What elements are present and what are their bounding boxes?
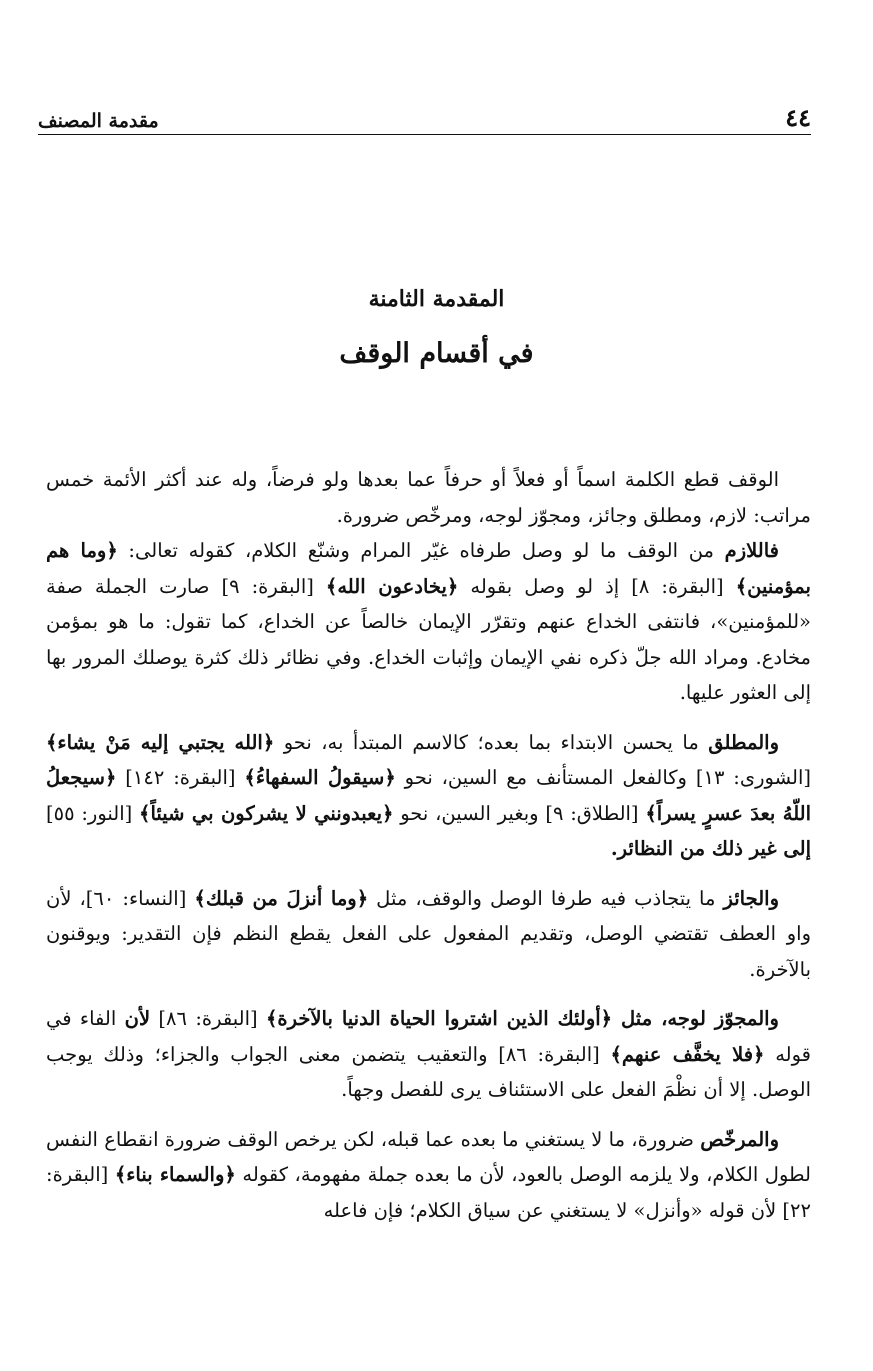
paragraph-murakhkhas bbox=[46, 1122, 811, 1229]
text-run: من الوقف ما لو وصل طرفاه غيّر المرام وشنّع الكلام، كقوله تعالى: bbox=[117, 539, 725, 562]
bold-text-run: ﴿فلا يخفَّف عنهم﴾ bbox=[610, 1042, 765, 1066]
bold-text-run: والمرخّص bbox=[700, 1127, 779, 1151]
bold-text-run: ﴿وما أنزلَ من قبلك﴾ bbox=[194, 886, 369, 910]
bold-text-run: إلى غير ذلك من النظائر. bbox=[610, 837, 811, 860]
bold-text-run: ﴿الله يجتبي إليه مَنْ يشاء﴾ bbox=[46, 730, 275, 754]
text-run: الفاء في قوله bbox=[46, 1007, 811, 1066]
text-run: [البقرة: ٩] صارت الجملة صفة «للمؤمنين»، فانتفى الخداع عنهم وتقرّر الإيمان خالصاً عن الخداع، كما تقول: ما هو بمؤمن مخادع. ومراد الله جلّ ذكره نفي الإيمان وإثبات الخداع. وفي نظائر ذلك كثرة يوصلك المرور بها إلى العثور عليها. bbox=[46, 574, 811, 704]
paragraph-jaiz bbox=[46, 881, 811, 988]
bold-text-run: ﴿والسماء بناء﴾ bbox=[114, 1163, 236, 1186]
bold-text-run: ﴿وما هم بمؤمنين﴾ bbox=[46, 539, 811, 598]
body-text bbox=[46, 462, 811, 1228]
text-run: [البقرة: ٨٦] bbox=[150, 1007, 266, 1030]
text-run: [البقرة: ١٤٢] bbox=[116, 766, 245, 789]
paragraph-lazim bbox=[46, 533, 811, 711]
bold-text-run: ﴿يعبدونني لا يشركون بي شيئاً﴾ bbox=[139, 801, 394, 825]
text-run: [النور: ٥٥] bbox=[46, 801, 140, 825]
running-header bbox=[38, 98, 811, 135]
text-run: [النساء: ٦٠]، لأن واو العطف تقتضي الوصل، وتقديم المفعول على الفعل يقطع النظم فإن التقدير: ويوقنون بالآخرة. bbox=[46, 886, 811, 981]
paragraph-definition bbox=[46, 462, 811, 533]
paragraph-mutlaq bbox=[46, 725, 811, 867]
text-run: ما يحسن الابتداء بما بعده؛ كالاسم المبتدأ به، نحو bbox=[274, 730, 709, 754]
page-number: ٤٤ bbox=[785, 103, 811, 132]
paragraph-mujawwaz bbox=[46, 1001, 811, 1108]
text-run: [البقرة: ٨] إذ لو وصل بقوله bbox=[458, 574, 736, 598]
text-run: [الطلاق: ٩] وبغير السين، نحو bbox=[393, 801, 646, 825]
bold-text-run: لأن bbox=[124, 1007, 151, 1030]
bold-text-run: ﴿أولئك الذين اشتروا الحياة الدنيا بالآخرة﴾ bbox=[265, 1007, 613, 1030]
bold-text-run: ﴿سيجعلُ اللّهُ بعدَ عسرٍ يسراً﴾ bbox=[46, 766, 812, 825]
text-run: الوقف قطع الكلمة اسماً أو فعلاً أو حرفاً عما بعدها ولو فرضاً، وله عند أكثر الأئمة خمس مراتب: لازم، ومطلق وجائز، ومجوّز لوجه، ومرخّص ضرورة. bbox=[46, 468, 811, 527]
text-run: [البقرة: ٢٢] لأن قوله «وأنزل» لا يستغني عن سياق الكلام؛ فإن فاعله bbox=[46, 1163, 811, 1222]
bold-text-run: فاللازم bbox=[724, 539, 780, 562]
text-run: ضرورة، ما لا يستغني ما بعده عما قبله، لكن يرخص الوقف ضرورة انقطاع النفس لطول الكلام، ولا يلزمه الوصل بالعود، لأن ما بعده جملة مفهومة، كقوله bbox=[46, 1127, 811, 1186]
chapter-title: المقدمة الثامنة bbox=[368, 286, 505, 312]
text-run: [الشورى: ١٣] وكالفعل المستأنف مع السين، نحو bbox=[395, 766, 811, 789]
text-run: ما يتجاذب فيه طرفا الوصل والوقف، مثل bbox=[368, 886, 724, 910]
bold-text-run: والمجوّز لوجه، مثل bbox=[612, 1007, 779, 1030]
bold-text-run: والمطلق bbox=[708, 730, 779, 754]
chapter-subtitle: في أقسام الوقف bbox=[339, 338, 534, 369]
bold-text-run: ﴿سيقولُ السفهاءُ﴾ bbox=[244, 766, 396, 789]
text-run: [البقرة: ٨٦] والتعقيب يتضمن معنى الجواب والجزاء؛ وذلك يوجب الوصل. إلا أن نظْمَ الفعل على الاستئناف يرى للفصل وجهاً. bbox=[46, 1042, 811, 1101]
bold-text-run: والجائز bbox=[723, 886, 779, 910]
bold-text-run: ﴿يخادعون الله﴾ bbox=[325, 574, 459, 598]
running-section-title: مقدمة المصنف bbox=[38, 110, 159, 132]
